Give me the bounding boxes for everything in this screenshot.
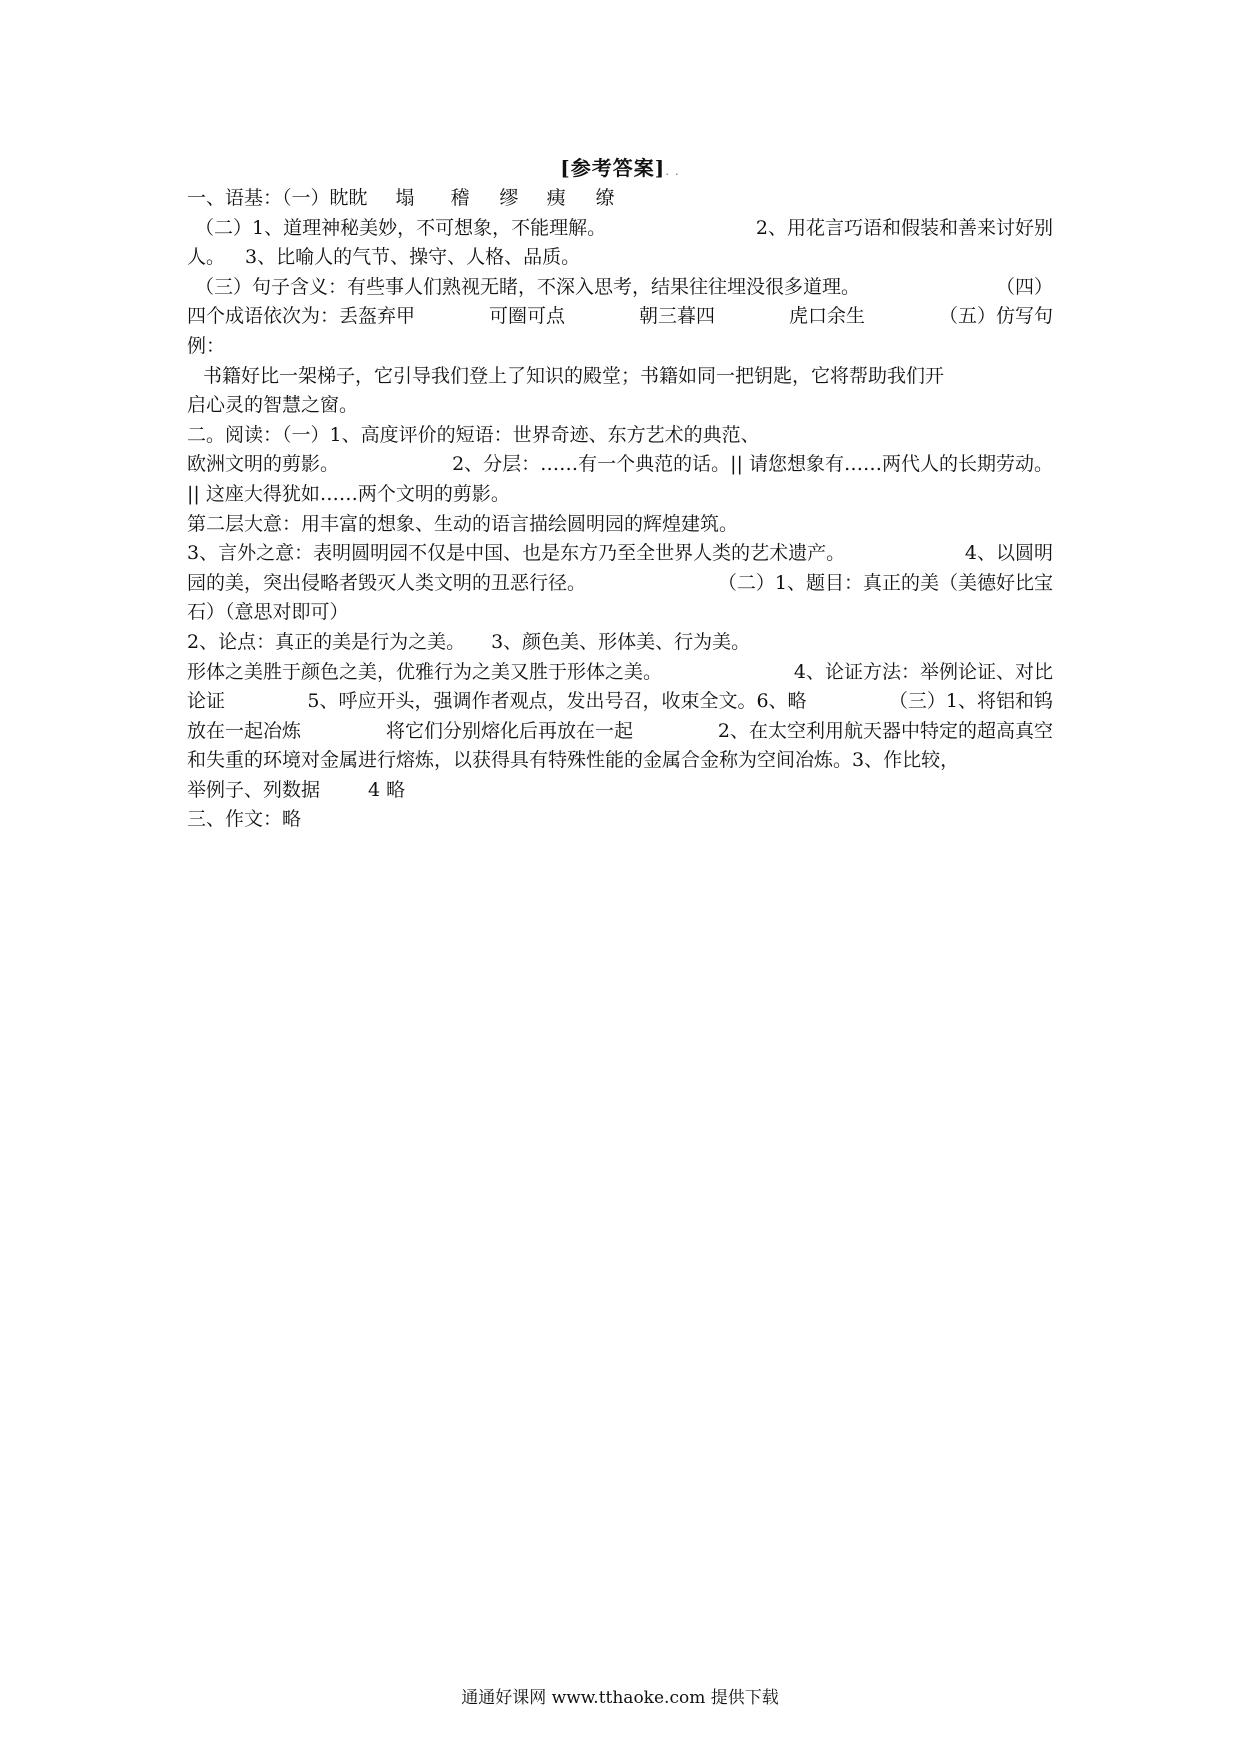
- answer-segment: 朝三暮四: [638, 305, 715, 328]
- answer-line: [187, 569, 1053, 599]
- answer-segment: 3、言外之意：表明圆明园不仅是中国、也是东方乃至全世界人类的艺术遗产。: [187, 542, 846, 565]
- answer-line: [187, 214, 1053, 244]
- answer-segment: 5、呼应开头，强调作者观点，发出号召，收束全文。6、略: [307, 690, 807, 713]
- answer-segment: （三）句子含义：有些事人们熟视无睹，不深入思考，结果往往埋没很多道理。: [195, 275, 861, 298]
- answer-segment: 论证: [187, 690, 226, 713]
- answer-segment: 3、颜色美、形体美、行为美。: [491, 630, 751, 653]
- answer-segment: 2、论点：真正的美是行为之美。: [187, 630, 466, 653]
- answer-segment: 形体之美胜于颜色之美，优雅行为之美又胜于形体之美。: [187, 660, 663, 683]
- answer-line: [187, 658, 1053, 688]
- answer-line: [187, 273, 1053, 303]
- answer-segment: 4 略: [368, 778, 406, 801]
- answer-segment: 例：: [187, 334, 226, 357]
- answer-segment: 欧洲文明的剪影。: [187, 453, 340, 476]
- answer-line: [187, 243, 1053, 273]
- answer-segment: 2、用花言巧语和假装和善来讨好别: [755, 216, 1053, 239]
- answer-segment: 举例子、列数据: [187, 778, 321, 801]
- answer-line: [187, 717, 1053, 747]
- answer-line: [187, 480, 1053, 510]
- answer-segment: 启心灵的智慧之窗。: [187, 394, 359, 417]
- answer-segment: 虎口余生: [788, 305, 865, 328]
- page-footer: 通通好课网 www.tthaoke.com 提供下载: [461, 1688, 779, 1708]
- answer-segment: 可圈可点: [488, 305, 565, 328]
- answer-segment: 2、分层：……有一个典范的话。|| 请您想象有……两代人的长期劳动。: [452, 453, 1053, 476]
- answer-line: [187, 450, 1053, 480]
- answer-line: [187, 332, 1053, 362]
- answer-line: [187, 598, 1053, 628]
- answer-segment: （五）仿写句: [938, 305, 1053, 328]
- answer-line: [187, 391, 1053, 421]
- answer-segment: 痍: [546, 187, 566, 209]
- answer-segment: 缪: [499, 187, 519, 209]
- answer-segment: 四个成语依次为：丢盔弃甲: [187, 305, 416, 328]
- answer-line: [187, 184, 1053, 214]
- answer-segment: 缭: [595, 187, 615, 209]
- answer-body: [187, 184, 1053, 835]
- answer-segment: 园的美，突出侵略者毁灭人类文明的丑恶行径。: [187, 571, 587, 594]
- answer-segment: || 这座大得犹如……两个文明的剪影。: [187, 482, 510, 505]
- answer-segment: 一、语基：（一）眈眈: [187, 187, 368, 209]
- answer-line: [187, 805, 1053, 835]
- answer-segment: 书籍好比一架梯子，它引导我们登上了知识的殿堂；书籍如同一把钥匙，它将帮助我们开: [203, 364, 945, 387]
- answer-line: [187, 776, 1053, 806]
- answer-segment: 稽: [450, 187, 470, 209]
- answer-line: [187, 302, 1053, 332]
- answer-line: [187, 539, 1053, 569]
- answer-segment: 将它们分别熔化后再放在一起: [385, 719, 633, 742]
- answer-segment: 4、以圆明: [964, 542, 1053, 565]
- answer-line: [187, 510, 1053, 540]
- answer-segment: （三）1、将铝和钨: [888, 690, 1053, 713]
- answer-segment: 3、比喻人的气节、操守、人格、品质。: [245, 246, 581, 269]
- answer-segment: 二。阅读：（一）1、高度评价的短语：世界奇迹、东方艺术的典范、: [187, 423, 760, 446]
- answer-segment: 人。: [187, 246, 226, 269]
- answer-segment: （二）1、题目：真正的美（美德好比宝: [717, 571, 1053, 594]
- answer-segment: 和失重的环境对金属进行熔炼，以获得具有特殊性能的金属合金称为空间冶炼。3、作比较，: [187, 749, 960, 772]
- answer-line: [187, 362, 1053, 392]
- answer-segment: 塌: [395, 187, 415, 209]
- answer-segment: 三、作文：略: [187, 808, 302, 831]
- page-title: [0, 152, 1240, 181]
- answer-segment: 4、论证方法：举例论证、对比: [793, 660, 1053, 683]
- answer-line: [187, 687, 1053, 717]
- answer-segment: （二）1、道理神秘美妙，不可想象，不能理解。: [195, 216, 607, 239]
- answer-line: [187, 421, 1053, 451]
- answer-segment: （四）: [995, 275, 1053, 298]
- answer-segment: 第二层大意：用丰富的想象、生动的语言描绘圆明园的辉煌建筑。: [187, 512, 739, 535]
- answer-line: [187, 628, 1053, 658]
- answer-segment: 放在一起冶炼: [187, 719, 302, 742]
- title-trail: . .: [665, 164, 680, 178]
- title-text: [参考答案]: [560, 156, 666, 180]
- answer-segment: 石）（意思对即可）: [187, 601, 349, 624]
- answer-line: [187, 746, 1053, 776]
- answer-segment: 2、在太空利用航天器中特定的超高真空: [717, 719, 1053, 742]
